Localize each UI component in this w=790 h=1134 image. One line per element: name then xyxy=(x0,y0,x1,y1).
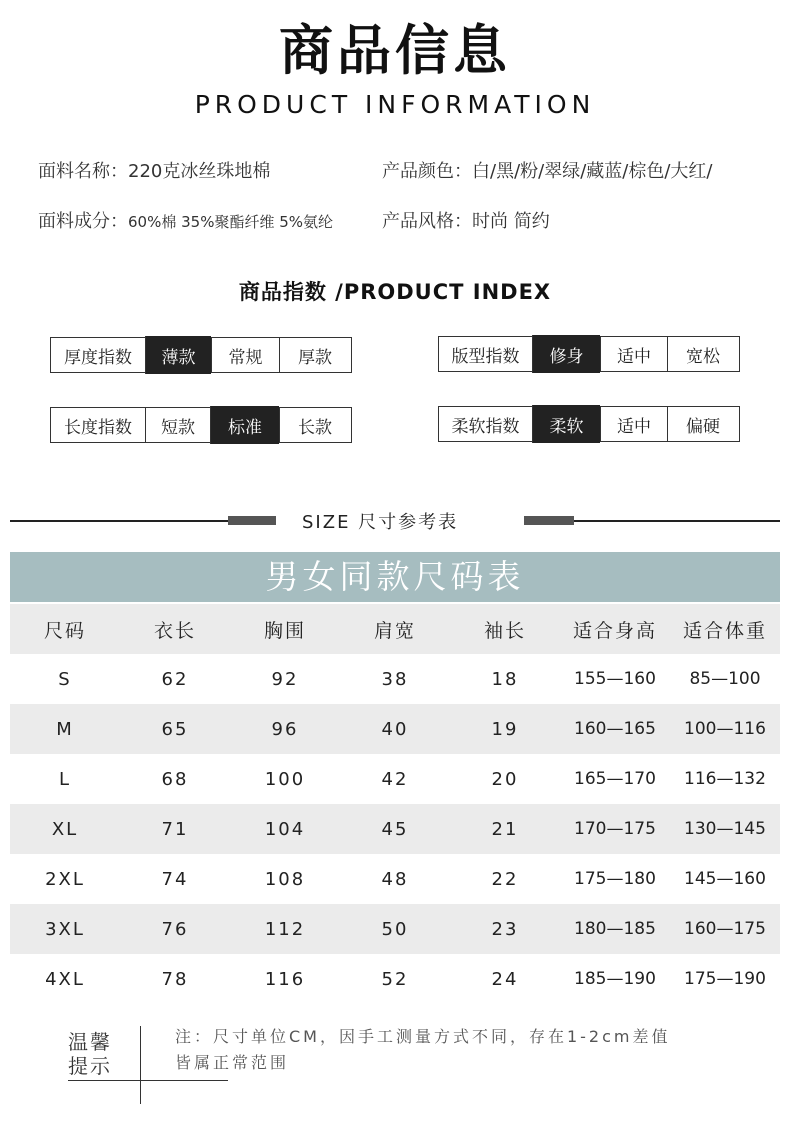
size-table-cell: 38 xyxy=(381,668,409,690)
size-table-cell: 78 xyxy=(161,968,189,990)
size-table-cell: 116—132 xyxy=(684,769,766,789)
tips-title-line2: 提示 xyxy=(68,1054,112,1078)
size-table-cell: 130—145 xyxy=(684,819,766,839)
size-table-header-cell: 适合体重 xyxy=(682,619,767,642)
size-table-cell: 48 xyxy=(381,868,409,890)
size-table-cell: 104 xyxy=(264,818,306,840)
thickness-index-label: 厚度指数 xyxy=(64,347,132,368)
style-value: 时尚 简约 xyxy=(472,211,550,232)
softness-option-soft: 柔软 xyxy=(532,405,600,443)
size-table-cell: 50 xyxy=(381,918,409,940)
size-table-cell: 100—116 xyxy=(684,719,766,739)
size-table-cell: 170—175 xyxy=(574,819,656,839)
size-table-cell: 68 xyxy=(161,768,189,790)
size-table-cell: 108 xyxy=(264,868,306,890)
size-table-cell: 85—100 xyxy=(689,669,761,689)
softness-option-medium: 适中 xyxy=(600,407,667,441)
color-value: 白/黑/粉/翠绿/藏蓝/棕色/大红/ xyxy=(472,161,713,182)
thickness-option-regular: 常规 xyxy=(211,338,279,372)
size-table-cell: 52 xyxy=(381,968,409,990)
thickness-option-thin: 薄款 xyxy=(145,336,211,374)
page-title: 商品信息 xyxy=(279,19,511,82)
tips-title xyxy=(68,1030,112,1078)
composition-value: 60%棉 35%聚酯纤维 5%氨纶 xyxy=(128,213,334,231)
size-table-row xyxy=(10,854,780,904)
size-divider-right-line xyxy=(574,520,780,522)
tips-vertical-rule xyxy=(140,1026,141,1104)
size-table-cell: 160—175 xyxy=(684,919,766,939)
size-table-cell: 3XL xyxy=(45,918,85,940)
tips-note-line1: 注：尺寸单位CM，因手工测量方式不同，存在1-2cm差值 xyxy=(175,1027,671,1046)
softness-option-hard: 偏硬 xyxy=(667,407,738,441)
size-table-cell: 42 xyxy=(381,768,409,790)
size-table-cell: 23 xyxy=(491,918,519,940)
size-table-header-cell: 胸围 xyxy=(263,619,306,642)
size-table-cell: 155—160 xyxy=(574,669,656,689)
fabric-name-row xyxy=(38,157,270,183)
size-table-cell: 71 xyxy=(161,818,189,840)
style-row xyxy=(382,207,550,233)
size-table-row xyxy=(10,704,780,754)
index-title: 商品指数 /PRODUCT INDEX xyxy=(238,280,552,304)
size-table-header-cell: 袖长 xyxy=(483,619,526,642)
size-table-row xyxy=(10,654,780,704)
fit-option-slim: 修身 xyxy=(532,335,600,373)
size-table-cell: 74 xyxy=(161,868,189,890)
length-option-long: 长款 xyxy=(279,408,350,442)
size-table-banner: 男女同款尺码表 xyxy=(10,552,780,602)
size-table-cell: 45 xyxy=(381,818,409,840)
size-table-row xyxy=(10,904,780,954)
size-table-header-cell: 肩宽 xyxy=(373,619,416,642)
fit-index-label: 版型指数 xyxy=(451,346,520,367)
size-table-cell: 100 xyxy=(264,768,306,790)
tips-note xyxy=(175,1024,775,1076)
size-table-cell: 18 xyxy=(491,668,519,690)
length-index xyxy=(50,407,352,443)
size-table-cell: 180—185 xyxy=(574,919,656,939)
thickness-option-thick: 厚款 xyxy=(279,338,350,372)
composition-label: 面料成分： xyxy=(38,211,128,232)
size-table-cell: 175—190 xyxy=(684,969,766,989)
size-table-cell: 62 xyxy=(161,668,189,690)
softness-index xyxy=(438,406,740,442)
size-table-cell: L xyxy=(58,768,72,790)
length-option-standard: 标准 xyxy=(210,406,279,444)
size-table-row xyxy=(10,804,780,854)
fabric-name-label: 面料名称： xyxy=(38,161,128,182)
size-table-cell: 40 xyxy=(381,718,409,740)
style-label: 产品风格： xyxy=(382,211,472,232)
length-option-short: 短款 xyxy=(145,408,210,442)
size-section-label: SIZE 尺寸参考表 xyxy=(302,512,459,533)
fit-index xyxy=(438,336,740,372)
size-divider-left-bar xyxy=(228,516,276,525)
size-table-header xyxy=(10,604,780,654)
size-table-cell: 165—170 xyxy=(574,769,656,789)
size-table-row xyxy=(10,754,780,804)
size-table-cell: S xyxy=(58,668,72,690)
length-index-label: 长度指数 xyxy=(64,417,132,438)
size-table-cell: 92 xyxy=(271,668,299,690)
tips-horizontal-rule xyxy=(68,1080,228,1081)
size-table-cell: 65 xyxy=(161,718,189,740)
color-row xyxy=(382,157,712,183)
size-table-cell: 185—190 xyxy=(574,969,656,989)
size-divider-right-bar xyxy=(524,516,574,525)
tips-title-line1: 温馨 xyxy=(68,1030,112,1054)
size-table-header-cell: 适合身高 xyxy=(572,619,657,642)
softness-index-label: 柔软指数 xyxy=(451,416,520,437)
thickness-index xyxy=(50,337,352,373)
size-table-header-cell: 尺码 xyxy=(43,619,86,642)
composition-row xyxy=(38,207,333,233)
size-table-cell: 175—180 xyxy=(574,869,656,889)
size-table-row xyxy=(10,954,780,1004)
size-table-cell: 76 xyxy=(161,918,189,940)
fit-option-medium: 适中 xyxy=(600,337,667,371)
size-table-cell: 145—160 xyxy=(684,869,766,889)
size-divider-left-line xyxy=(10,520,228,522)
size-table-cell: M xyxy=(56,718,74,740)
size-table-cell: 96 xyxy=(271,718,299,740)
size-table-cell: 4XL xyxy=(45,968,85,990)
page-subtitle: PRODUCT INFORMATION xyxy=(194,90,596,119)
tips-note-line2: 皆属正常范围 xyxy=(175,1053,290,1072)
size-table-cell: 112 xyxy=(264,918,306,940)
fabric-name-value: 220克冰丝珠地棉 xyxy=(128,161,271,182)
size-table-cell: 160—165 xyxy=(574,719,656,739)
size-table-cell: 21 xyxy=(491,818,519,840)
fit-option-loose: 宽松 xyxy=(667,337,738,371)
size-table-cell: XL xyxy=(51,818,79,840)
color-label: 产品颜色： xyxy=(382,161,472,182)
size-table-cell: 19 xyxy=(491,718,519,740)
size-table-cell: 20 xyxy=(491,768,519,790)
size-table-cell: 116 xyxy=(264,968,306,990)
size-table-cell: 22 xyxy=(491,868,519,890)
size-table-cell: 24 xyxy=(491,968,519,990)
size-table-header-cell: 衣长 xyxy=(153,619,196,642)
size-table-cell: 2XL xyxy=(45,868,85,890)
